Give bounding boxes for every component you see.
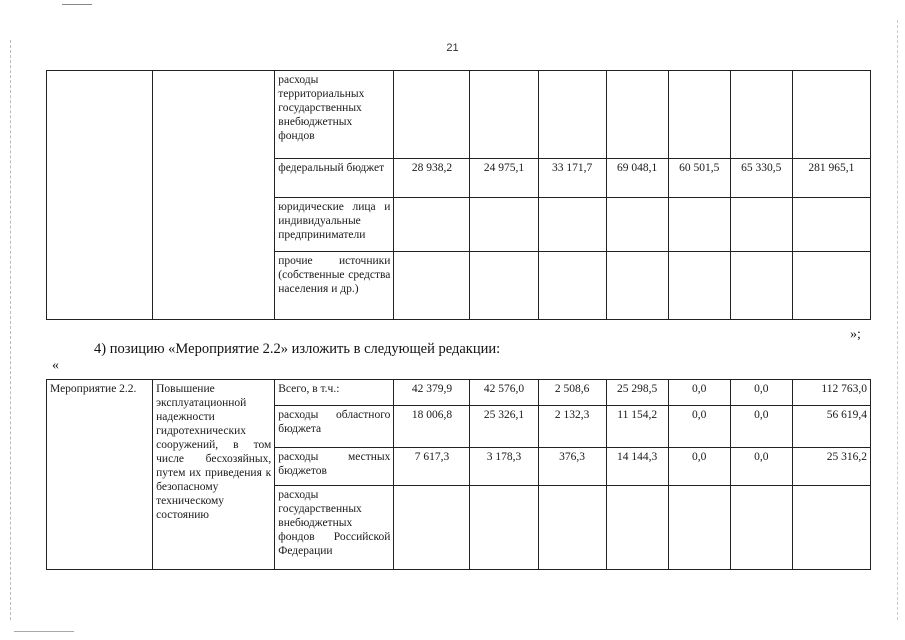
- opening-quote: «: [52, 358, 59, 373]
- value-cell: 0,0: [668, 406, 730, 448]
- value-cell: [668, 252, 730, 320]
- value-cell: [668, 198, 730, 252]
- scan-mark-bottom: [14, 631, 74, 632]
- scan-mark-right: [897, 20, 899, 620]
- amendment-instruction: 4) позицию «Мероприятие 2.2» изложить в следующей редакции:: [94, 341, 501, 357]
- value-cell: 56 619,4: [792, 406, 870, 448]
- page-number: 21: [446, 42, 459, 54]
- value-cell: 281 965,1: [792, 159, 870, 198]
- table-row: [47, 71, 871, 159]
- value-cell: 28 938,2: [394, 159, 470, 198]
- value-cell: [470, 198, 538, 252]
- measure-name-cell: Мероприятие 2.2.: [47, 380, 153, 570]
- value-cell: 25 298,5: [606, 380, 668, 406]
- value-cell: [538, 198, 606, 252]
- funding-source-cell: федеральный бюджет: [275, 159, 394, 198]
- funding-source-cell: расходы областного бюджета: [275, 406, 394, 448]
- scan-mark-top: [62, 4, 92, 5]
- value-cell: 60 501,5: [668, 159, 730, 198]
- value-cell: 33 171,7: [538, 159, 606, 198]
- value-cell: 376,3: [538, 448, 606, 486]
- value-cell: [470, 252, 538, 320]
- value-cell: 0,0: [730, 406, 792, 448]
- value-cell: 7 617,3: [394, 448, 470, 486]
- value-cell: [730, 198, 792, 252]
- value-cell: 14 144,3: [606, 448, 668, 486]
- closing-quote: »;: [850, 327, 861, 342]
- description-cell-empty: [153, 71, 275, 320]
- value-cell: [730, 252, 792, 320]
- value-cell: 2 132,3: [538, 406, 606, 448]
- value-cell: [606, 252, 668, 320]
- value-cell: 69 048,1: [606, 159, 668, 198]
- value-cell: [792, 198, 870, 252]
- value-cell: 65 330,5: [730, 159, 792, 198]
- value-cell: 11 154,2: [606, 406, 668, 448]
- value-cell: 25 316,2: [792, 448, 870, 486]
- value-cell: 25 326,1: [470, 406, 538, 448]
- value-cell: [394, 252, 470, 320]
- value-cell: 0,0: [730, 448, 792, 486]
- value-cell: [668, 486, 730, 570]
- continuation-table: [46, 70, 871, 320]
- scan-mark-left: [10, 40, 12, 620]
- value-cell: [606, 486, 668, 570]
- value-cell: [470, 486, 538, 570]
- value-cell: [792, 71, 870, 159]
- value-cell: 42 379,9: [394, 380, 470, 406]
- funding-source-cell: юридические лица и индивидуальные предприниматели: [275, 198, 394, 252]
- funding-source-cell: Всего, в т.ч.:: [275, 380, 394, 406]
- value-cell: [394, 198, 470, 252]
- measure-description-cell: Повышение эксплуатационной надежности гидротехнических сооружений, в том числе бесхозяйных, путем их приведения к безопасному техническому состоянию: [153, 380, 275, 570]
- value-cell: [538, 252, 606, 320]
- value-cell: 42 576,0: [470, 380, 538, 406]
- funding-source-cell: расходы местных бюджетов: [275, 448, 394, 486]
- value-cell: 112 763,0: [792, 380, 870, 406]
- table-row: [47, 380, 871, 406]
- value-cell: 0,0: [668, 448, 730, 486]
- value-cell: [606, 198, 668, 252]
- value-cell: [668, 71, 730, 159]
- funding-source-cell: прочие источники (собственные средства населения и др.): [275, 252, 394, 320]
- funding-source-cell: расходы государственных внебюджетных фондов Российской Федерации: [275, 486, 394, 570]
- value-cell: [606, 71, 668, 159]
- value-cell: 0,0: [730, 380, 792, 406]
- value-cell: [538, 486, 606, 570]
- value-cell: [394, 486, 470, 570]
- value-cell: [538, 71, 606, 159]
- value-cell: 2 508,6: [538, 380, 606, 406]
- funding-source-cell: расходы территориальных государственных внебюджетных фондов: [275, 71, 394, 159]
- value-cell: [792, 252, 870, 320]
- value-cell: 24 975,1: [470, 159, 538, 198]
- value-cell: 0,0: [668, 380, 730, 406]
- value-cell: [394, 71, 470, 159]
- value-cell: [792, 486, 870, 570]
- measure-table: [46, 379, 871, 570]
- value-cell: [730, 486, 792, 570]
- value-cell: 3 178,3: [470, 448, 538, 486]
- value-cell: 18 006,8: [394, 406, 470, 448]
- value-cell: [470, 71, 538, 159]
- value-cell: [730, 71, 792, 159]
- measure-cell-empty: [47, 71, 153, 320]
